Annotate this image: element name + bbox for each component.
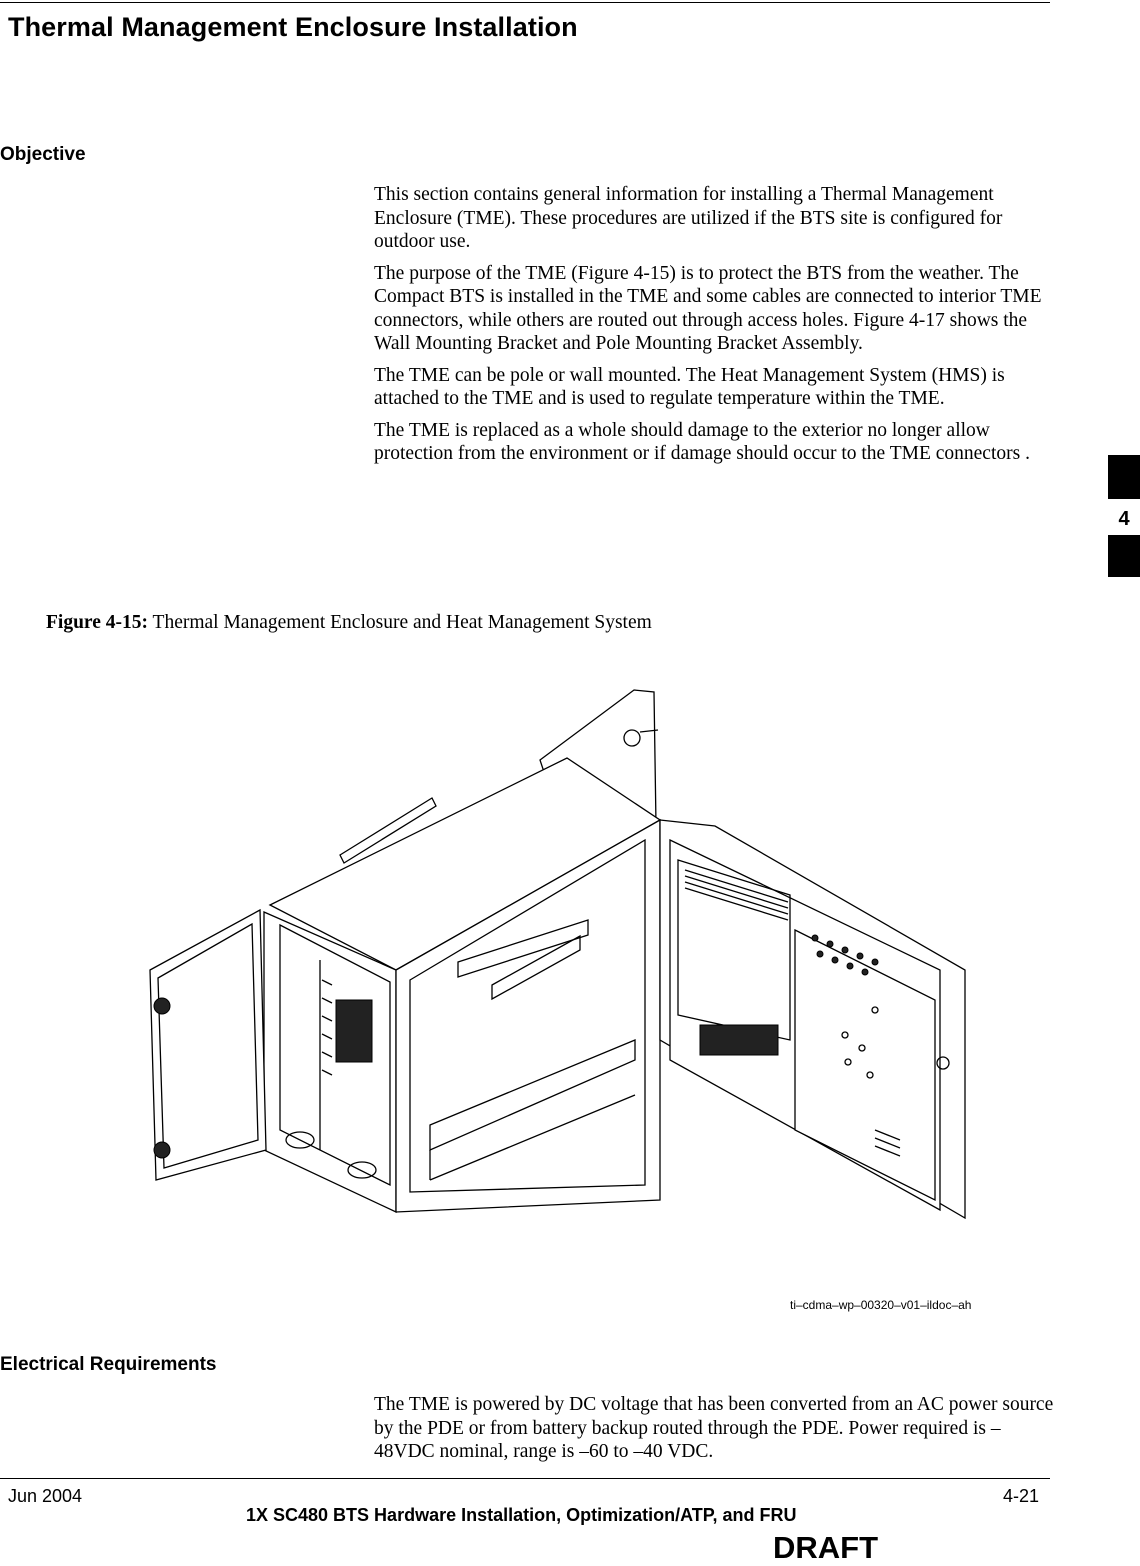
objective-body [374, 183, 1054, 474]
tme-figure-illustration [140, 680, 980, 1240]
bts-control-panel [336, 1000, 372, 1062]
figure-caption [46, 612, 652, 634]
chapter-tab-lower [1108, 535, 1140, 577]
objective-heading: Objective [0, 144, 86, 165]
chapter-tab-upper [1108, 455, 1140, 499]
door-latch-lower [154, 1142, 170, 1158]
footer-title: 1X SC480 BTS Hardware Installation, Optimization/ATP, and FRU [246, 1505, 797, 1525]
footer-page-number: 4-21 [1003, 1486, 1040, 1506]
electrical-body [374, 1393, 1054, 1472]
header-rule [0, 2, 1050, 3]
door-latch-upper [154, 998, 170, 1014]
figure-id: ti–cdma–wp–00320–v01–ildoc–ah [790, 1298, 972, 1312]
chapter-tab-number: 4 [1118, 508, 1130, 530]
hms-terminal-block [700, 1025, 778, 1055]
objective-paragraph: This section contains general information for installing a Thermal Management Enclosure (TME). These procedures are utilized if the BTS site is configured for outdoor use. [374, 184, 1003, 252]
electrical-paragraph: The TME is powered by DC voltage that has been converted from an AC power source by the PDE or from battery backup routed through the PDE. Power required is –48VDC nominal, range is –60 to –40 VDC. [374, 1394, 1054, 1462]
objective-paragraph: The purpose of the TME (Figure 4-15) is to protect the BTS from the weather. The Compact BTS is installed in the TME and some cables are connected to interior TME connectors, while others are routed out through access holes. Figure 4-17 shows the Wall Mounting Bracket and Pole Mounting Bracket Assembly. [374, 262, 1042, 354]
electrical-heading: Electrical Requirements [0, 1354, 217, 1375]
objective-paragraph: The TME can be pole or wall mounted. The Heat Management System (HMS) is attached to the TME and is used to regulate temperature within the TME. [374, 364, 1005, 409]
objective-paragraph: The TME is replaced as a whole should damage to the exterior no longer allow protection from the environment or if damage should occur to the TME connectors . [374, 419, 1030, 464]
left-door [150, 910, 266, 1180]
figure-caption-text: Thermal Management Enclosure and Heat Management System [152, 612, 652, 633]
figure-label: Figure 4-15: [46, 612, 148, 633]
page-title: Thermal Management Enclosure Installation [8, 12, 578, 42]
footer-rule [0, 1478, 1050, 1479]
draft-stamp: DRAFT [773, 1530, 879, 1565]
footer-date: Jun 2004 [8, 1486, 83, 1506]
